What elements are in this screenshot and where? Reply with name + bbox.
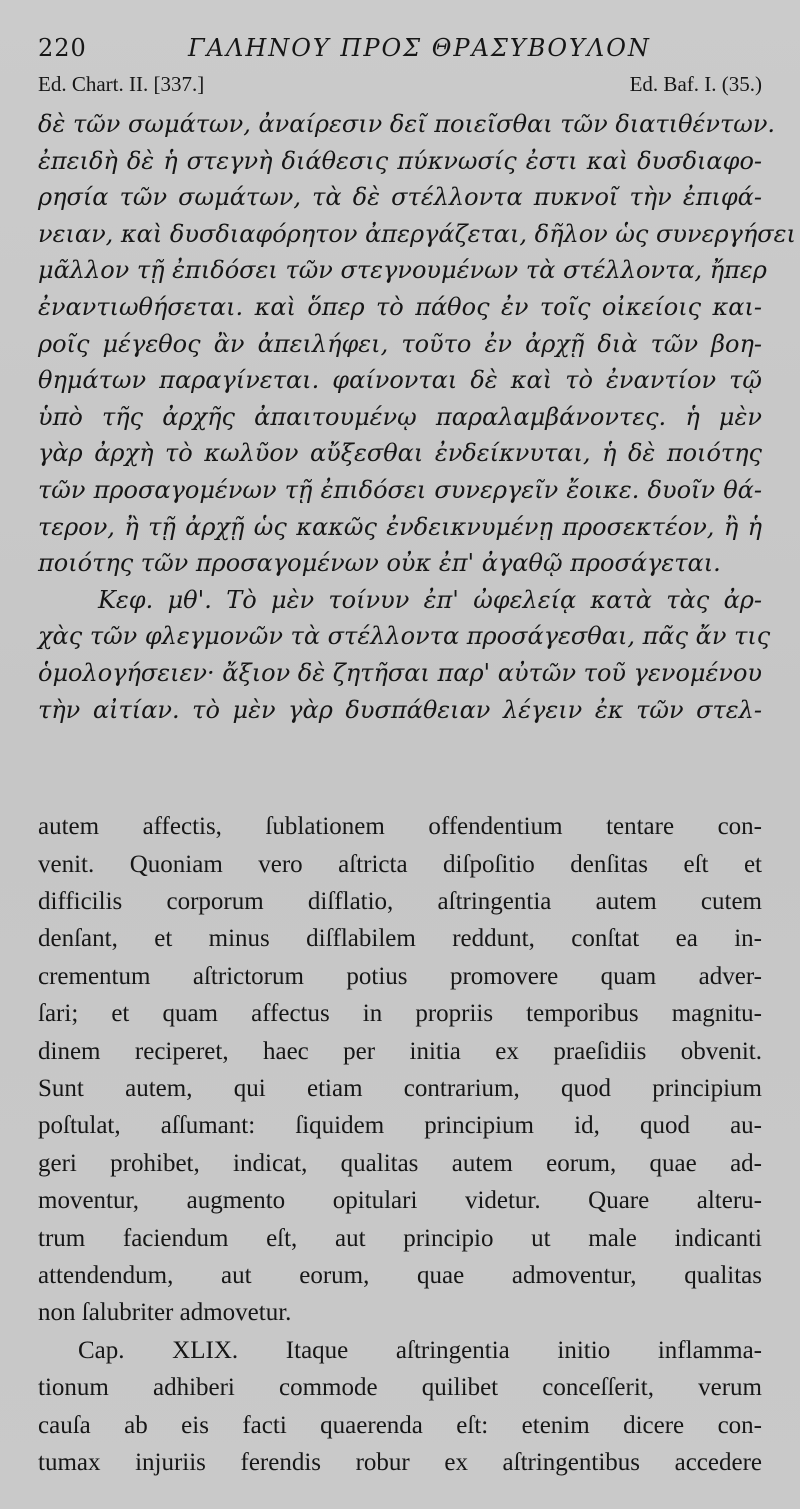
greek-line: τῶν προσαγομένων τῇ ἐπιδόσει συνεργεῖν ἔοικε. δυοῖν θά- bbox=[38, 475, 762, 504]
edition-chart-ref: Ed. Chart. II. [337.] bbox=[38, 72, 205, 96]
greek-line: ποιότης τῶν προσαγομένων οὐκ ἐπ' ἀγαθῷ προσάγεται. bbox=[38, 549, 721, 578]
greek-line: ὑπὸ τῆς ἀρχῆς ἀπαιτουμένῳ παραλαμβάνοντες. ἡ μὲν bbox=[38, 402, 762, 431]
latin-line: autem affectis, ſublationem offendentium tentare con- bbox=[38, 813, 762, 841]
greek-line: δὲ τῶν σωμάτων, ἀναίρεσιν δεῖ ποιεῖσθαι τῶν διατιθέντων. bbox=[38, 110, 776, 138]
latin-line: trum faciendum eſt, aut principio ut male indicanti bbox=[38, 1224, 762, 1252]
greek-text-block bbox=[38, 106, 796, 728]
latin-line: crementum aſtrictorum potius promovere quam adver- bbox=[38, 962, 762, 990]
edition-basel-ref: Ed. Baf. I. (35.) bbox=[629, 72, 762, 96]
latin-line: difficilis corporum diſflatio, aſtringentia autem cutem bbox=[38, 887, 762, 915]
greek-line: τὴν αἰτίαν. τὸ μὲν γὰρ δυσπάθειαν λέγειν ἐκ τῶν στελ- bbox=[38, 695, 762, 724]
greek-line: ροῖς μέγεθος ἂν ἀπειλήφει, τοῦτο ἐν ἀρχῇ διὰ τῶν βοη- bbox=[38, 329, 762, 358]
latin-line: geri prohibet, indicat, qualitas autem eorum, quae ad- bbox=[38, 1149, 762, 1177]
greek-line: ἐπειδὴ δὲ ἡ στεγνὴ διάθεσις πύκνωσίς ἐστι καὶ δυσδιαφο- bbox=[38, 146, 762, 175]
latin-line: dinem reciperet, haec per initia ex praeſidiis obvenit. bbox=[38, 1037, 762, 1065]
latin-line: venit. Quoniam vero aſtricta diſpoſitio denſitas eſt et bbox=[38, 850, 762, 878]
latin-text-block bbox=[38, 808, 762, 1481]
latin-line: attendendum, aut eorum, quae admoventur, qualitas bbox=[38, 1261, 762, 1289]
greek-line: μᾶλλον τῇ ἐπιδόσει τῶν στεγνουμένων τὰ στέλλοντα, ἤπερ bbox=[38, 256, 767, 285]
latin-line: Sunt autem, qui etiam contrarium, quod principium bbox=[38, 1074, 762, 1102]
greek-chapter-heading-line: Κεφ. μθ'. Τὸ μὲν τοίνυν ἐπ' ὠφελείᾳ κατὰ τὰς ἀρ- bbox=[98, 585, 762, 614]
greek-line: ρησία τῶν σωμάτων, τὰ δὲ στέλλοντα πυκνοῖ τὴν ἐπιφά- bbox=[38, 183, 762, 212]
greek-line: νειαν, καὶ δυσδιαφόρητον ἀπεργάζεται, δῆλον ὡς συνεργήσει bbox=[38, 219, 796, 248]
latin-line: tumax injuriis ferendis robur ex aſtringentibus accedere bbox=[38, 1449, 762, 1476]
latin-line: tionum adhiberi commode quilibet conceſſerit, verum bbox=[38, 1374, 762, 1402]
page-header bbox=[38, 32, 762, 72]
page-number: 220 bbox=[38, 34, 87, 62]
greek-line: γὰρ ἀρχὴ τὸ κωλῦον αὔξεσθαι ἐνδείκνυται, ἡ δὲ ποιότης bbox=[38, 439, 762, 468]
latin-line: cauſa ab eis facti quaerenda eſt: etenim dicere con- bbox=[38, 1411, 762, 1439]
greek-line: χὰς τῶν φλεγμονῶν τὰ στέλλοντα προσάγεσθαι, πᾶς ἄν τις bbox=[38, 622, 771, 651]
latin-line: poſtulat, aſſumant: ſiquidem principium id, quod au- bbox=[38, 1112, 762, 1140]
greek-line: ἐναντιωθήσεται. καὶ ὅπερ τὸ πάθος ἐν τοῖς οἰκείοις και- bbox=[38, 292, 762, 321]
latin-line: ſari; et quam affectus in propriis temporibus magnitu- bbox=[38, 1000, 762, 1028]
latin-line: denſant, et minus diſflabilem reddunt, conſtat ea in- bbox=[38, 925, 762, 953]
greek-line: θημάτων παραγίνεται. φαίνονται δὲ καὶ τὸ ἐναντίον τῷ bbox=[38, 366, 762, 395]
greek-line: ὁμολογήσειεν· ἄξιον δὲ ζητῆσαι παρ' αὐτῶν τοῦ γενομένου bbox=[38, 658, 762, 687]
edition-references bbox=[38, 72, 762, 106]
column-gap bbox=[38, 728, 762, 808]
latin-chapter-heading-line: Cap. XLIX. Itaque aſtringentia initio inflamma- bbox=[78, 1336, 762, 1364]
running-head: ΓΑΛΗΝΟΥ ΠΡΟΣ ΘΡΑΣΥΒΟΥΛΟΝ bbox=[188, 34, 651, 62]
latin-line: non ſalubriter admovetur. bbox=[38, 1299, 292, 1327]
latin-line: moventur, augmento opitulari videtur. Quare alteru- bbox=[38, 1187, 762, 1215]
greek-line: τερον, ἢ τῇ ἀρχῇ ὡς κακῶς ἐνδεικνυμένῃ προσεκτέον, ἢ ἡ bbox=[38, 512, 762, 541]
